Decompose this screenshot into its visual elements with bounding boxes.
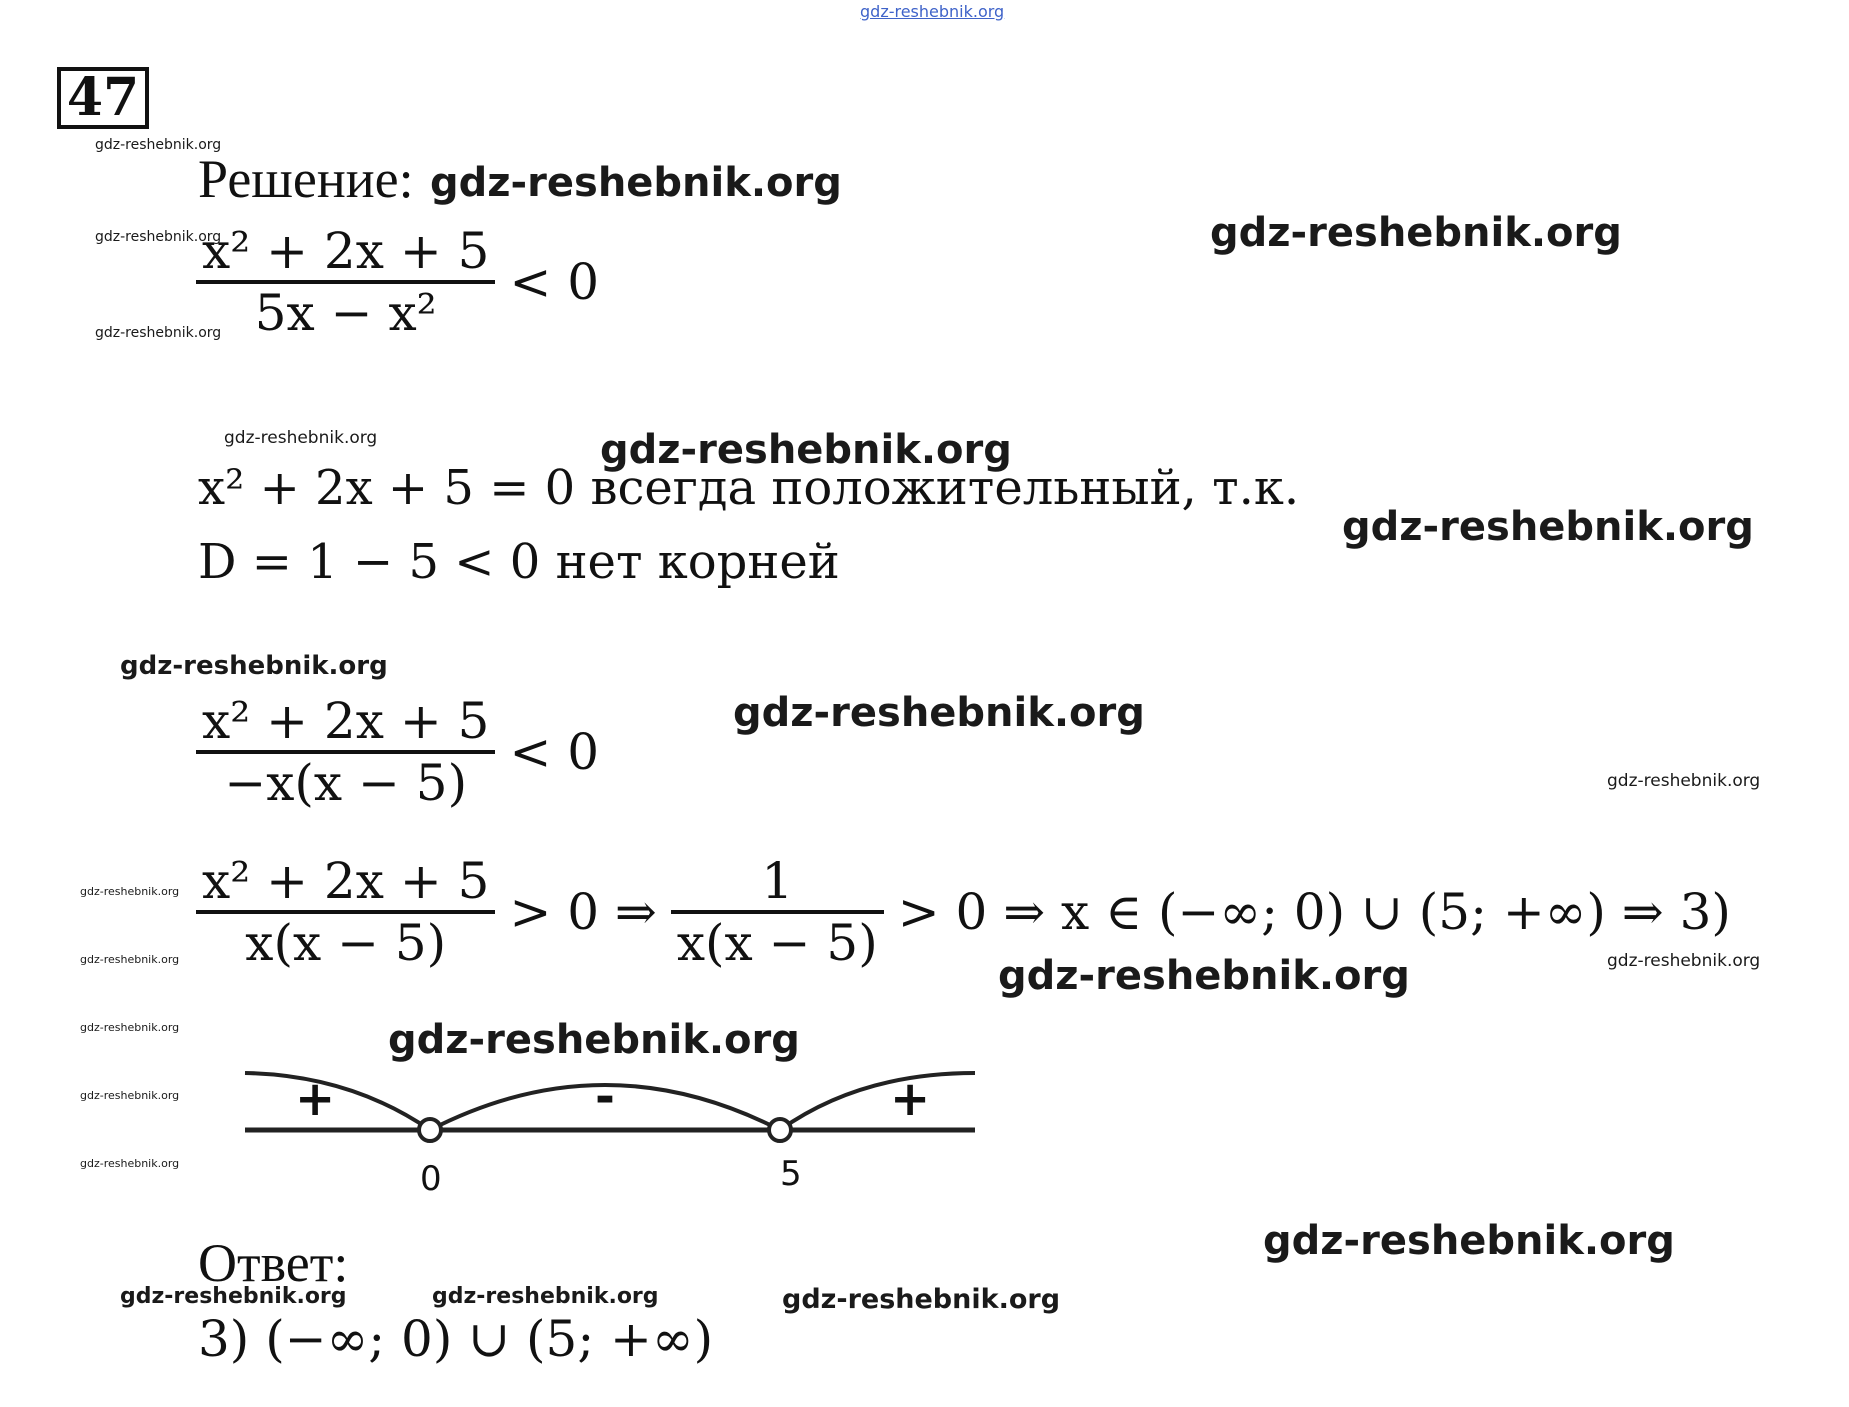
positivity-statement: x² + 2x + 5 = 0 всегда положительный, т.к.	[198, 460, 1300, 516]
watermark: gdz-reshebnik.org	[120, 651, 388, 681]
watermark: gdz-reshebnik.org	[432, 1284, 659, 1309]
fraction-2-numerator: x² + 2x + 5	[202, 692, 490, 750]
expression-2	[196, 692, 599, 812]
expression-3-conclusion: > 0 ⇒ x ∈ (−∞; 0) ∪ (5; +∞) ⇒ 3)	[897, 883, 1731, 941]
sign-number-line	[240, 1055, 980, 1205]
fraction-3-denominator: x(x − 5)	[196, 910, 495, 972]
point-five-open	[769, 1119, 791, 1141]
fraction-1-numerator: x² + 2x + 5	[202, 222, 490, 280]
fraction-3	[196, 852, 495, 972]
watermark: gdz-reshebnik.org	[80, 953, 180, 966]
watermark: gdz-reshebnik.org	[80, 1089, 180, 1102]
watermark: gdz-reshebnik.org	[1607, 951, 1761, 971]
fraction-4	[671, 852, 884, 972]
point-label-zero: 0	[420, 1159, 442, 1199]
watermark: gdz-reshebnik.org	[224, 428, 378, 448]
watermark: gdz-reshebnik.org	[80, 1157, 180, 1170]
sign-middle: -	[595, 1069, 615, 1125]
watermark: gdz-reshebnik.org	[95, 229, 222, 245]
fraction-4-denominator: x(x − 5)	[671, 910, 884, 972]
watermark: gdz-reshebnik.org	[80, 1021, 180, 1034]
point-label-five: 5	[780, 1154, 802, 1194]
fraction-1-denominator: 5x − x²	[196, 280, 495, 342]
expression-1-relation: < 0	[509, 253, 600, 311]
sign-arc-right	[780, 1073, 975, 1130]
sign-left: +	[295, 1071, 336, 1127]
fraction-1	[196, 222, 495, 342]
watermark: gdz-reshebnik.org	[998, 953, 1410, 999]
watermark: gdz-reshebnik.org	[733, 690, 1145, 736]
expression-1	[196, 222, 599, 342]
expression-2-relation: < 0	[509, 723, 600, 781]
discriminant-statement: D = 1 − 5 < 0 нет корней	[198, 534, 840, 590]
watermark: gdz-reshebnik.org	[1342, 504, 1754, 550]
answer-value: 3) (−∞; 0) ∪ (5; +∞)	[198, 1310, 714, 1368]
watermark: gdz-reshebnik.org	[95, 325, 222, 341]
watermark: gdz-reshebnik.org	[388, 1017, 800, 1063]
watermark: gdz-reshebnik.org	[600, 427, 1012, 473]
watermark: gdz-reshebnik.org	[95, 137, 222, 153]
watermark-top[interactable]: gdz-reshebnik.org	[860, 2, 1005, 21]
expression-3	[196, 852, 1731, 972]
expression-3-relation: > 0 ⇒	[509, 883, 657, 941]
watermark: gdz-reshebnik.org	[782, 1284, 1061, 1315]
fraction-3-numerator: x² + 2x + 5	[202, 852, 490, 910]
watermark: gdz-reshebnik.org	[1607, 771, 1761, 791]
solution-label: Решение:	[198, 149, 414, 209]
watermark: gdz-reshebnik.org	[80, 885, 180, 898]
watermark: gdz-reshebnik.org	[1263, 1218, 1675, 1264]
fraction-4-numerator: 1	[761, 852, 794, 910]
fraction-2	[196, 692, 495, 812]
watermark: gdz-reshebnik.org	[120, 1284, 347, 1309]
watermark: gdz-reshebnik.org	[430, 160, 842, 206]
sign-right: +	[890, 1071, 931, 1127]
point-zero-open	[419, 1119, 441, 1141]
sign-arc-left	[245, 1073, 430, 1130]
problem-number: 47	[57, 67, 149, 129]
answer-label: Ответ:	[198, 1233, 349, 1293]
watermark: gdz-reshebnik.org	[1210, 210, 1622, 256]
fraction-2-denominator: −x(x − 5)	[196, 750, 495, 812]
